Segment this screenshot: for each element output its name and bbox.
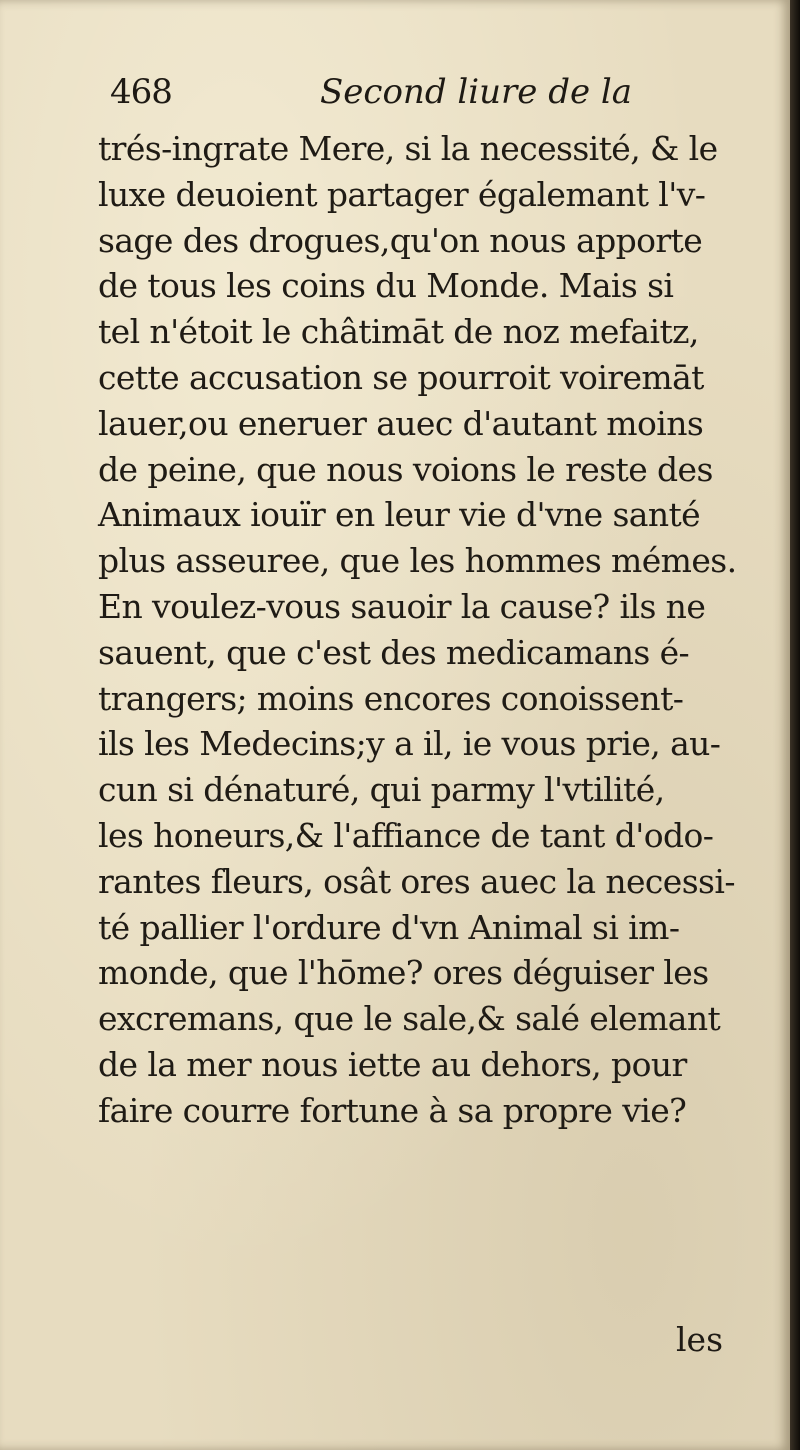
text-line: sage des drogues,qu'on nous apporte — [98, 220, 703, 260]
text-line: lauer,ou eneruer auec d'autant moins — [98, 403, 704, 443]
text-line: de peine, que nous voions le reste des — [98, 449, 713, 489]
text-line: faire courre fortune à sa propre vie? — [98, 1090, 687, 1130]
text-line: trés-ingrate Mere, si la necessité, & le — [98, 129, 718, 168]
running-head: Second liure de la — [320, 72, 633, 112]
text-line: Animaux iouïr en leur vie d'vne santé — [98, 495, 701, 535]
text-line: En voulez-vous sauoir la cause? ils ne — [98, 586, 706, 626]
text-line: trangers; moins encores conoissent- — [98, 678, 684, 718]
page-header — [110, 72, 670, 122]
text-line: les honeurs,& l'affiance de tant d'odo- — [98, 815, 714, 855]
text-line: tel n'étoit le châtimāt de noz mefaitz, — [98, 312, 699, 352]
text-line: excremans, que le sale,& salé elemant — [98, 999, 721, 1039]
page-number: 468 — [110, 72, 172, 112]
text-line: de la mer nous iette au dehors, pour — [98, 1044, 687, 1084]
catchword: les — [676, 1320, 724, 1359]
text-line: sauent, que c'est des medicamans é- — [98, 632, 690, 672]
text-line: rantes fleurs, osât ores auec la necessi- — [98, 861, 735, 901]
page-edge-shadow — [790, 0, 800, 1450]
text-line: monde, que l'hōme? ores déguiser les — [98, 953, 709, 993]
text-line: ils les Medecins;y a il, ie vous prie, au- — [98, 724, 721, 764]
text-line: cun si dénaturé, qui parmy l'vtilité, — [98, 770, 665, 810]
text-line: té pallier l'ordure d'vn Animal si im- — [98, 907, 680, 947]
text-line: luxe deuoient partager égalemant l'v- — [98, 174, 706, 214]
text-line: plus asseuree, que les hommes mémes. — [98, 541, 737, 581]
text-line: cette accusation se pourroit voiremāt — [98, 357, 704, 397]
text-line: de tous les coins du Monde. Mais si — [98, 266, 674, 306]
body-text — [98, 126, 778, 1134]
